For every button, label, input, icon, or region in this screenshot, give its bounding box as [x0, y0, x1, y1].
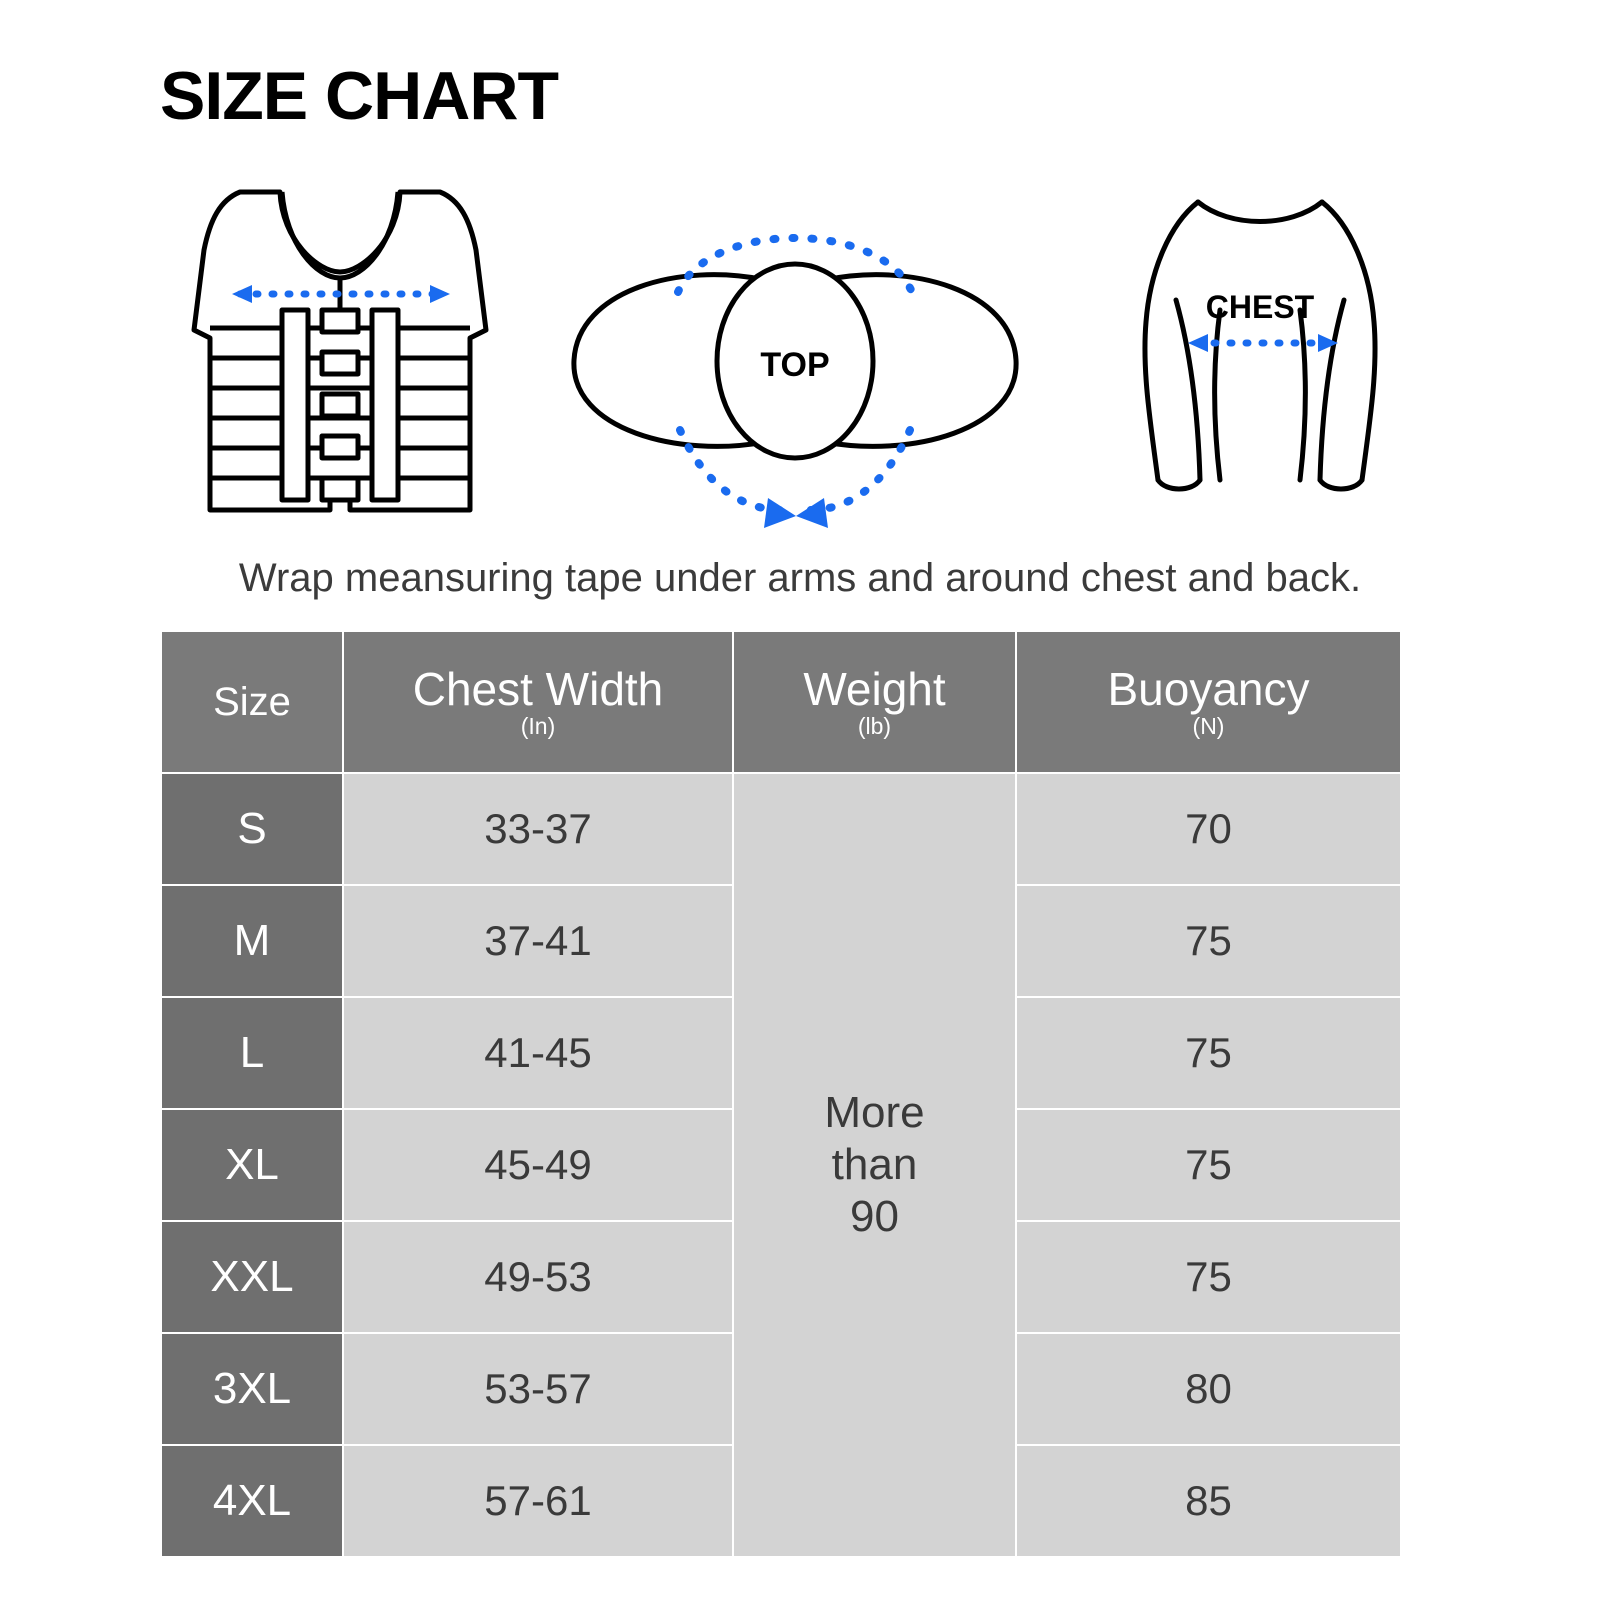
cell-size: M: [161, 885, 343, 997]
cell-size: 3XL: [161, 1333, 343, 1445]
measurement-instruction: Wrap meansuring tape under arms and around chest and back.: [238, 556, 1362, 600]
top-label: TOP: [760, 346, 830, 384]
cell-size: XXL: [161, 1221, 343, 1333]
cell-buoyancy: 75: [1016, 1221, 1401, 1333]
table-row: [161, 773, 1401, 885]
cell-buoyancy: 75: [1016, 1109, 1401, 1221]
header-weight: Weight (lb): [733, 631, 1016, 773]
cell-weight: [733, 773, 1016, 1557]
header-buoyancy: Buoyancy (N): [1016, 631, 1401, 773]
chest-label: CHEST: [1205, 289, 1315, 325]
cell-chest-width: 57-61: [343, 1445, 733, 1557]
page-title: SIZE CHART: [160, 58, 558, 134]
cell-chest-width: 53-57: [343, 1333, 733, 1445]
header-size: Size: [161, 631, 343, 773]
cell-chest-width: 45-49: [343, 1109, 733, 1221]
cell-buoyancy: 70: [1016, 773, 1401, 885]
weight-line-2: than: [831, 1140, 918, 1190]
cell-buoyancy: 80: [1016, 1333, 1401, 1445]
torso-chest-illustration: [1080, 180, 1440, 540]
cell-size: XL: [161, 1109, 343, 1221]
cell-size: S: [161, 773, 343, 885]
cell-chest-width: 49-53: [343, 1221, 733, 1333]
size-table: [160, 630, 1402, 1558]
header-chest-width: Chest Width (In): [343, 631, 733, 773]
life-vest-front-illustration: [170, 180, 510, 540]
cell-buoyancy: 75: [1016, 885, 1401, 997]
cell-buoyancy: 75: [1016, 997, 1401, 1109]
table-header-row: [161, 631, 1401, 773]
size-table-container: [160, 630, 1400, 1558]
cell-chest-width: 33-37: [343, 773, 733, 885]
illustration-strip: [160, 180, 1440, 540]
weight-line-3: 90: [850, 1191, 899, 1241]
weight-line-1: More: [824, 1088, 925, 1138]
cell-chest-width: 37-41: [343, 885, 733, 997]
cell-size: L: [161, 997, 343, 1109]
cell-buoyancy: 85: [1016, 1445, 1401, 1557]
cell-size: 4XL: [161, 1445, 343, 1557]
life-vest-top-illustration: [560, 180, 1030, 540]
cell-chest-width: 41-45: [343, 997, 733, 1109]
